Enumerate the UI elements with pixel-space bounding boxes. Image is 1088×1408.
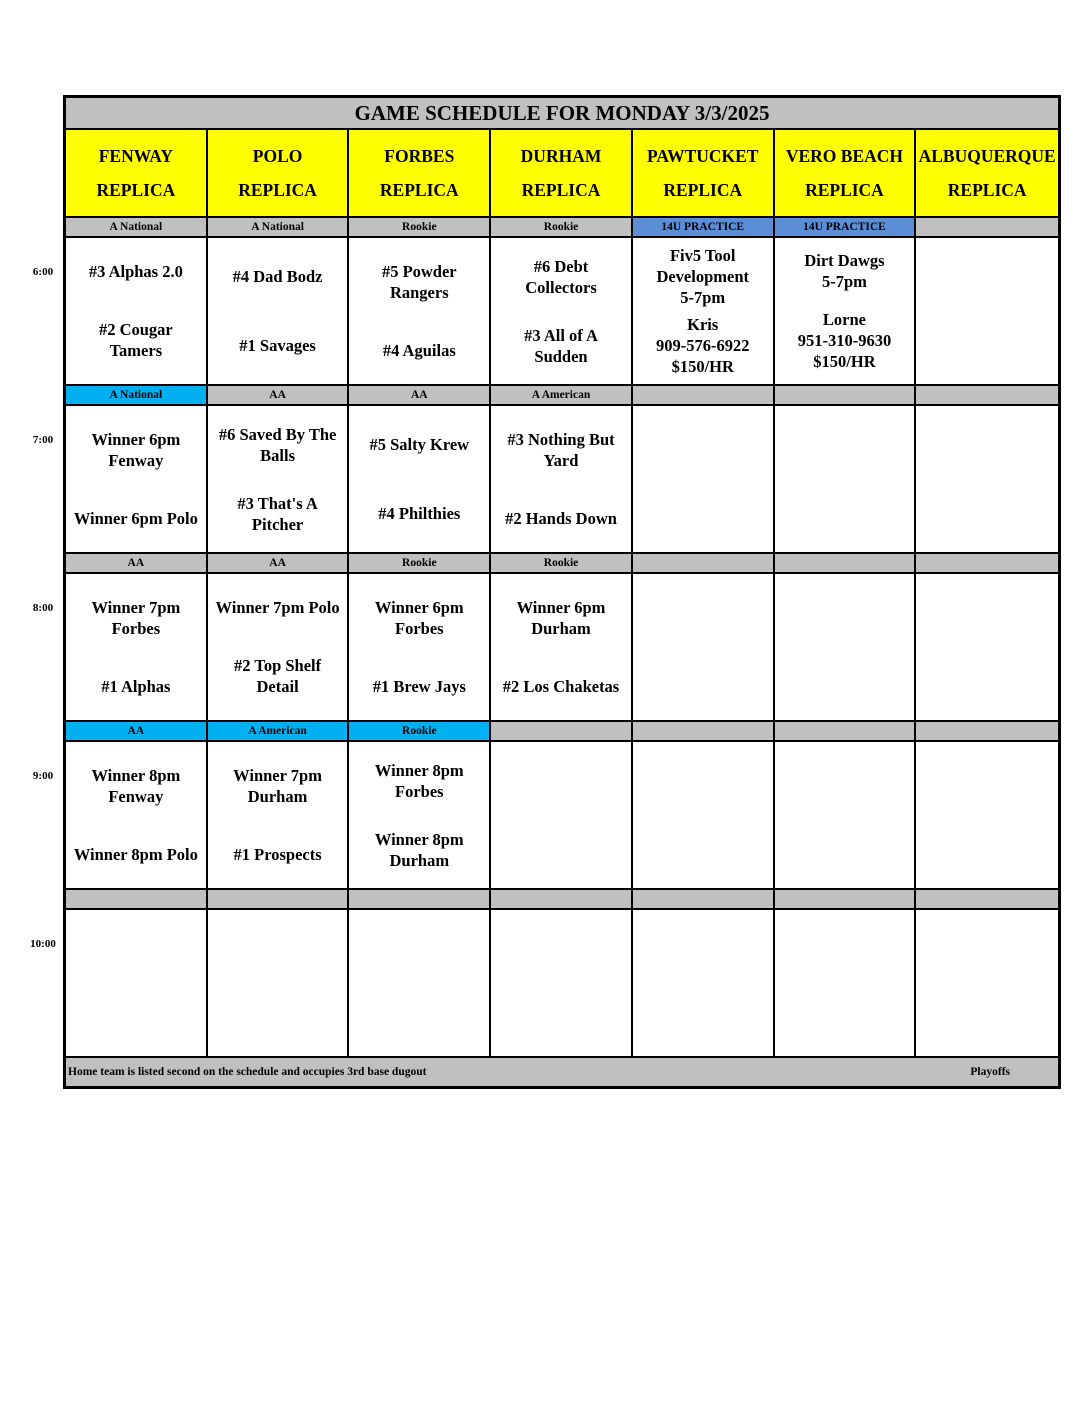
away-team: Winner 8pm Fenway <box>91 765 181 806</box>
game-cell <box>66 406 208 552</box>
division-label-row <box>66 720 1058 742</box>
division-label: Rookie <box>349 722 491 740</box>
game-cell <box>633 910 775 1056</box>
game-cell <box>491 742 633 888</box>
home-team: #1 Savages <box>239 336 316 355</box>
game-cell <box>66 742 208 888</box>
game-cell <box>208 406 350 552</box>
game-row <box>66 574 1058 720</box>
field-name: FORBES <box>384 145 455 166</box>
division-label-row <box>66 888 1058 910</box>
time-label: 7:00 <box>32 434 54 446</box>
schedule-footer <box>66 1056 1058 1086</box>
game-schedule-table <box>63 95 1061 1089</box>
division-label <box>775 386 917 404</box>
home-team: #2 Cougar Tamers <box>98 320 173 361</box>
field-subtitle: REPLICA <box>379 179 459 200</box>
game-row <box>66 238 1058 384</box>
home-team: #3 That's A Pitcher <box>237 493 318 534</box>
field-header <box>916 130 1058 216</box>
game-cell <box>775 742 917 888</box>
division-label: A National <box>66 386 208 404</box>
time-slots <box>66 216 1058 1056</box>
game-cell <box>66 238 208 384</box>
game-cell <box>208 238 350 384</box>
division-label-row <box>66 552 1058 574</box>
field-name: FENWAY <box>98 145 173 166</box>
home-team: #4 Aguilas <box>382 341 456 361</box>
game-cell <box>349 406 491 552</box>
home-team: Winner 8pm Durham <box>374 829 464 870</box>
division-label <box>916 386 1058 404</box>
away-team: Fiv5 Tool Development 5-7pm <box>656 246 750 307</box>
game-cell <box>633 574 775 720</box>
game-cell <box>349 238 491 384</box>
home-team: #1 Alphas <box>101 677 171 697</box>
field-name: VERO BEACH <box>785 145 904 166</box>
division-label-row <box>66 384 1058 406</box>
division-label <box>916 554 1058 572</box>
field-subtitle: REPLICA <box>947 179 1027 200</box>
field-subtitle: REPLICA <box>663 179 743 200</box>
field-header <box>208 130 350 216</box>
away-team: Winner 6pm Fenway <box>91 429 181 470</box>
time-label: 10:00 <box>30 938 56 950</box>
division-label-row <box>66 216 1058 238</box>
field-name: ALBUQUERQUE <box>918 145 1056 166</box>
home-team: Winner 6pm Polo <box>73 509 198 529</box>
home-team: #1 Brew Jays <box>372 677 466 697</box>
division-label <box>491 722 633 740</box>
game-cell <box>66 910 208 1056</box>
division-label: A American <box>208 722 350 740</box>
game-cell <box>775 574 917 720</box>
away-team: Winner 6pm Forbes <box>374 597 464 638</box>
home-team: #1 Prospects <box>233 845 322 865</box>
time-label: 9:00 <box>32 770 54 782</box>
game-cell <box>916 406 1058 552</box>
field-header <box>491 130 633 216</box>
game-cell <box>916 238 1058 384</box>
game-cell <box>775 910 917 1056</box>
game-cell <box>633 406 775 552</box>
away-team: #3 Alphas 2.0 <box>88 261 183 281</box>
footer-note: Home team is listed second on the schedule and occupies 3rd base dugout <box>68 1066 427 1078</box>
game-cell <box>349 742 491 888</box>
home-team: #3 All of A Sudden <box>524 325 598 366</box>
home-team: Lorne 951-310-9630 $150/HR <box>797 309 892 371</box>
division-label <box>633 722 775 740</box>
field-header <box>775 130 917 216</box>
home-team: #2 Los Chaketas <box>502 677 620 697</box>
division-label: Rookie <box>349 218 491 236</box>
division-label: AA <box>349 386 491 404</box>
home-team: #2 Hands Down <box>505 509 617 529</box>
field-header-row <box>66 130 1058 216</box>
away-team: #6 Saved By The Balls <box>218 424 337 465</box>
away-team: Winner 8pm Forbes <box>374 760 464 801</box>
away-team: #3 Nothing But Yard <box>507 429 615 470</box>
game-cell <box>208 910 350 1056</box>
field-name: DURHAM <box>520 145 602 166</box>
game-cell <box>916 910 1058 1056</box>
game-cell <box>349 574 491 720</box>
schedule-title: GAME SCHEDULE FOR MONDAY 3/3/2025 <box>66 98 1058 130</box>
division-label <box>66 890 208 908</box>
footer-playoffs: Playoffs <box>970 1066 1010 1078</box>
division-label: A National <box>66 218 208 236</box>
away-team: Winner 7pm Polo <box>215 597 340 617</box>
away-team: Dirt Dawgs 5-7pm <box>804 251 885 292</box>
game-cell <box>491 238 633 384</box>
division-label: 14U PRACTICE <box>775 218 917 236</box>
game-cell <box>208 742 350 888</box>
time-label: 6:00 <box>32 266 54 278</box>
division-label <box>916 890 1058 908</box>
division-label: AA <box>66 722 208 740</box>
division-label <box>633 554 775 572</box>
field-subtitle: REPLICA <box>96 179 176 200</box>
field-subtitle: REPLICA <box>238 179 317 200</box>
away-team: Winner 7pm Forbes <box>91 597 181 638</box>
home-team: #2 Top Shelf Detail <box>234 656 322 697</box>
division-label <box>208 890 350 908</box>
time-label: 8:00 <box>32 602 54 614</box>
game-row <box>66 406 1058 552</box>
field-subtitle: REPLICA <box>805 179 884 200</box>
game-cell <box>916 742 1058 888</box>
division-label <box>775 722 917 740</box>
home-team: Kris 909-576-6922 $150/HR <box>655 315 750 376</box>
division-label <box>633 890 775 908</box>
game-cell <box>775 238 917 384</box>
division-label <box>633 386 775 404</box>
away-team: #5 Powder Rangers <box>381 261 457 302</box>
field-name: POLO <box>252 145 303 166</box>
division-label <box>916 722 1058 740</box>
away-team: #5 Salty Krew <box>369 435 470 454</box>
division-label <box>349 890 491 908</box>
home-team: Winner 8pm Polo <box>73 845 198 865</box>
game-row <box>66 910 1058 1056</box>
game-cell <box>208 574 350 720</box>
division-label <box>775 554 917 572</box>
division-label <box>775 890 917 908</box>
division-label <box>491 890 633 908</box>
game-cell <box>491 574 633 720</box>
home-team: #4 Philthies <box>378 504 461 523</box>
game-cell <box>349 910 491 1056</box>
away-team: #4 Dad Bodz <box>232 267 323 286</box>
away-team: #6 Debt Collectors <box>525 256 597 297</box>
game-cell <box>633 742 775 888</box>
division-label: AA <box>66 554 208 572</box>
away-team: Winner 7pm Durham <box>233 765 322 806</box>
game-cell <box>66 574 208 720</box>
game-cell <box>775 406 917 552</box>
division-label: Rookie <box>491 218 633 236</box>
division-label: Rookie <box>349 554 491 572</box>
division-label <box>916 218 1058 236</box>
game-cell <box>633 238 775 384</box>
division-label: AA <box>208 386 350 404</box>
field-header <box>66 130 208 216</box>
division-label: Rookie <box>491 554 633 572</box>
away-team: Winner 6pm Durham <box>516 597 606 638</box>
game-row <box>66 742 1058 888</box>
game-cell <box>916 574 1058 720</box>
division-label: A National <box>208 218 350 236</box>
game-cell <box>491 406 633 552</box>
field-subtitle: REPLICA <box>521 179 601 200</box>
game-cell <box>491 910 633 1056</box>
field-header <box>349 130 491 216</box>
field-name: PAWTUCKET <box>646 145 759 166</box>
division-label: 14U PRACTICE <box>633 218 775 236</box>
division-label: A American <box>491 386 633 404</box>
field-header <box>633 130 775 216</box>
division-label: AA <box>208 554 350 572</box>
